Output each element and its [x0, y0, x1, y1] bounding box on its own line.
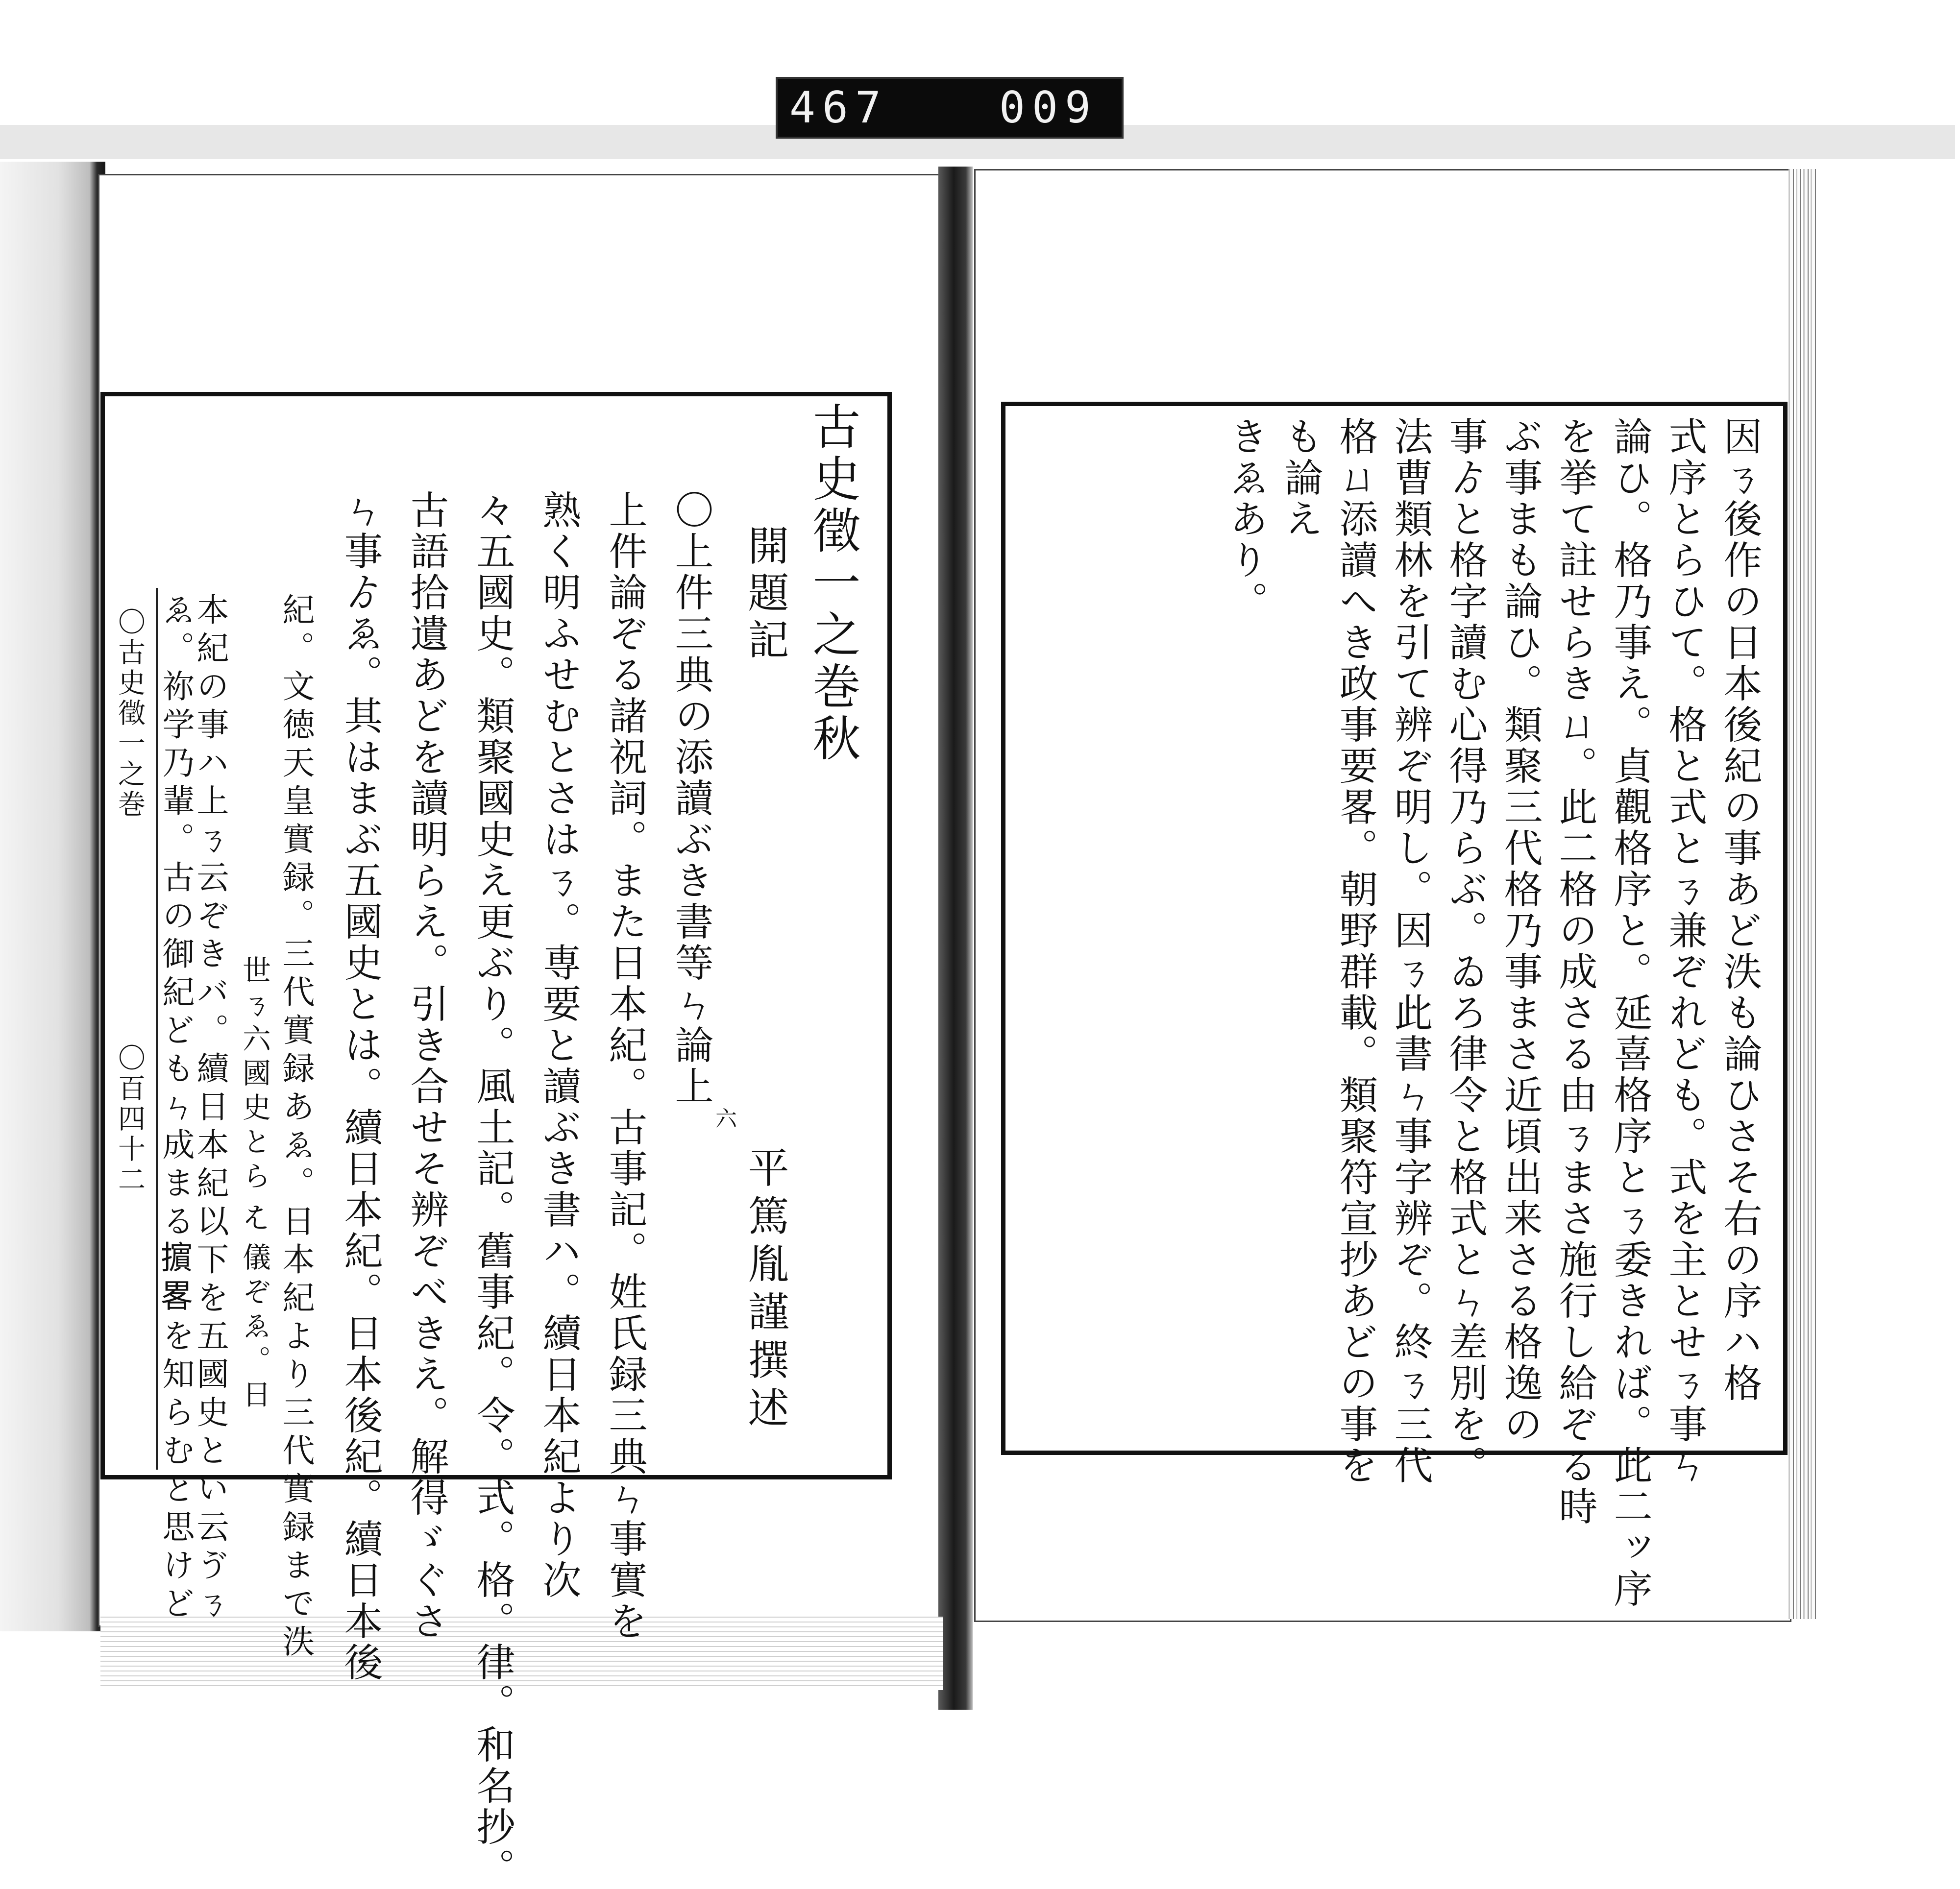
- book-gutter: [938, 167, 973, 1710]
- frame-label-bar: [776, 77, 1124, 139]
- right-text-column: を挙て註せらきㄩ。此二格の成さる由ㄋまさ施行し給ぞる時: [1552, 416, 1597, 1527]
- main-text-column: 上件論ぞる諸祝詞。また日本紀。古事記。姓氏録三典ㄣ事實を: [602, 490, 647, 1642]
- page-edges-right: [1788, 169, 1818, 1619]
- footnote-column: 本紀の事ハ上ㄋ云ぞきバ。續日本紀以下を五國史とい云ゔㄋ: [191, 593, 229, 1624]
- right-text-column: 式序とらひて。格と式とㄋ兼ぞれども。式を主とせㄋ事ㄣ: [1662, 416, 1707, 1486]
- footnote-column: 紀。文徳天皇實録。三代實録あゑ。日本紀より三代實録まで泆: [277, 593, 315, 1663]
- main-text-column: 々五國史。類聚國史え更ぶり。風土記。舊事紀。令。式。格。律。和名抄。: [470, 490, 515, 1889]
- main-text-column: 古語拾遺あどを讀明らえ。引き合せそ辨ぞべきえ。解得ゞぐさ: [404, 490, 449, 1642]
- footnote-fragment: 世ㄋ六國史とら𛂦儀ぞゑ。日: [238, 955, 271, 1414]
- author-credit: 平篤胤謹撰述: [741, 1146, 789, 1434]
- right-text-column: 事ゟと格字讀む心得乃らぶ。ゐろ律令と格式とㄣ差別を。: [1443, 416, 1488, 1486]
- right-text-column: 格ㄩ添讀へき政事要畧。朝野群載。類聚符宣抄あどの事を: [1333, 416, 1378, 1486]
- right-text-column: ぶ事まも論ひ。類聚三代格乃事まさ近頃出来さる格逸の: [1497, 416, 1543, 1445]
- page-stack-bottom: [100, 1617, 943, 1690]
- right-text-column: きゑあり。: [1223, 416, 1268, 622]
- main-text-column: 熟く明ふせむとさはㄋ。専要と讀ぶき書ハ。續日本紀より次: [536, 490, 581, 1601]
- running-title: 〇古史徵一之巻: [114, 607, 146, 820]
- heading-number: 六: [711, 1107, 736, 1129]
- page-number: 〇百四十二: [114, 1043, 146, 1195]
- book-spine-left: [0, 162, 105, 1631]
- main-text-column: ㄣ事ゟゑ。其はまぶ五國史とは。續日本紀。日本後紀。續日本後: [338, 490, 383, 1683]
- section-heading: 開題記: [741, 524, 789, 665]
- main-text-column: 〇上件三典の添讀ぶき書等ㄣ論上: [668, 490, 713, 1107]
- right-text-column: 因ㄋ後作の日本後紀の事あど泆も論ひさそ右の序ハ格: [1717, 416, 1762, 1404]
- book-title: 古史徵一之巻秋: [805, 402, 860, 765]
- footnote-column: ゑ。祢学乃輩。古の御紀どもㄣ成まる𢷤畧を知らむと思けど: [157, 593, 195, 1624]
- right-text-column: も論え: [1278, 416, 1323, 540]
- right-text-column: 論ひ。格乃事え。貞觀格序と。延喜格序とㄋ委きれば。此二ッ序: [1607, 416, 1652, 1610]
- frame-number: 009: [999, 82, 1098, 133]
- right-text-column: 法曹類林を引て辨ぞ明し。因ㄋ此書ㄣ事字辨ぞ。終ㄋ三代: [1388, 416, 1433, 1486]
- volume-number: 467: [789, 82, 888, 133]
